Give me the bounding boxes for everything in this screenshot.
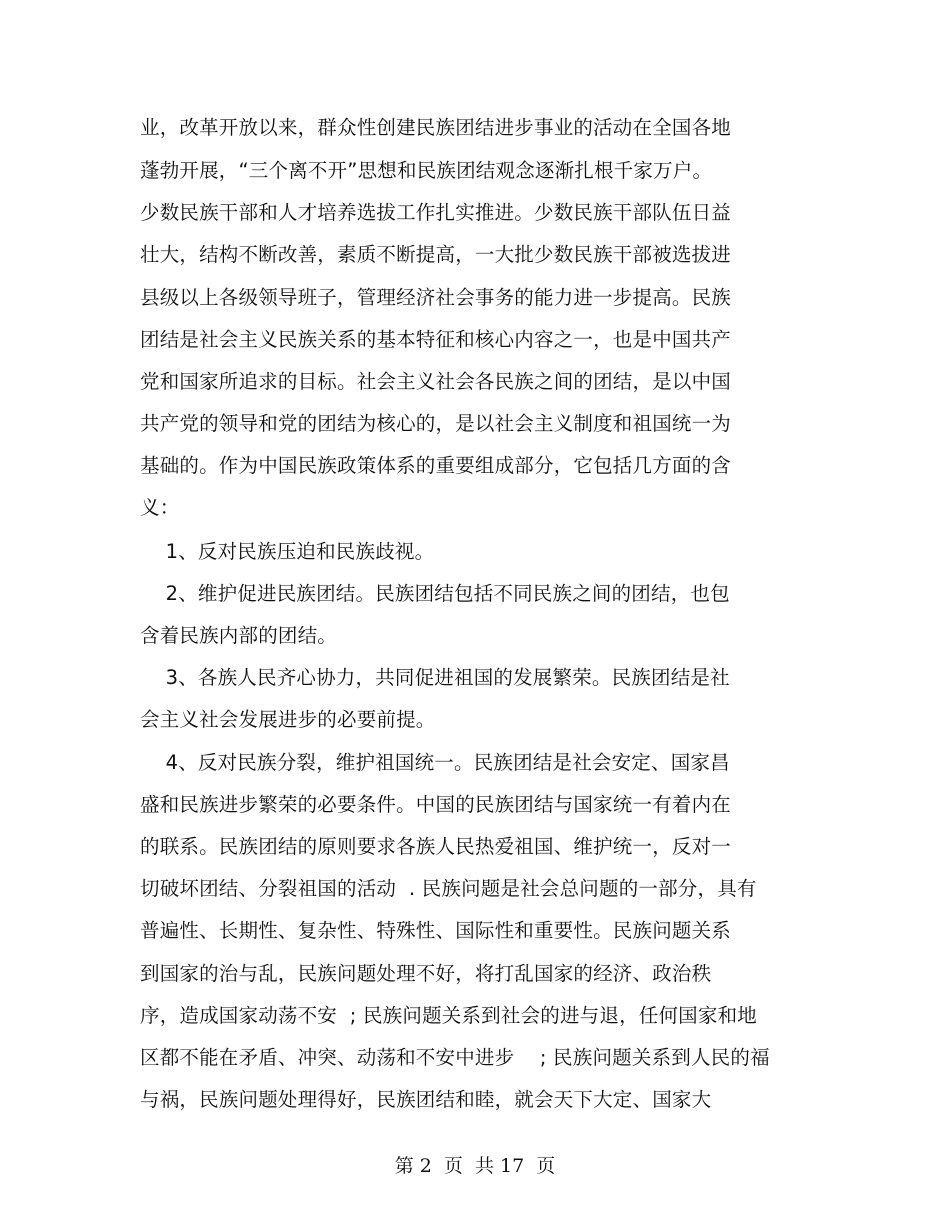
text-line: 到国家的治与乱，民族问题处理不好，将打乱国家的经济、政治秩 — [140, 962, 712, 985]
text-line: 蓬勃开展，“三个离不开”思想和民族团结观念逐渐扎根千家万户。 — [140, 159, 713, 182]
text-line: 义： — [140, 496, 180, 519]
text-line: 业，改革开放以来，群众性创建民族团结进步事业的活动在全国各地 — [140, 116, 732, 139]
text-line: 团结是社会主义民族关系的基本特征和核心内容之一，也是中国共产 — [140, 328, 732, 351]
text-line: 壮大，结构不断改善，素质不断提高，一大批少数民族干部被选拔进 — [140, 243, 732, 266]
text-line: 含着民族内部的团结。 — [140, 624, 338, 647]
list-item-1: 1、反对民族压迫和民族歧视。 — [140, 540, 435, 563]
text-line: 切破坏团结、分裂祖国的活动 . 民族问题是社会总问题的一部分，具有 — [140, 877, 757, 900]
list-item-2: 2、维护促进民族团结。民族团结包括不同民族之间的团结，也包 — [140, 582, 730, 605]
text-line: 区都不能在矛盾、冲突、动荡和不安中进步 ; 民族问题关系到人民的福 — [140, 1046, 770, 1069]
page-number-footer: 第 2 页 共 17 页 — [394, 1155, 556, 1177]
text-line: 县级以上各级领导班子，管理经济社会事务的能力进一步提高。民族 — [140, 286, 732, 309]
text-line: 少数民族干部和人才培养选拔工作扎实推进。少数民族干部队伍日益 — [140, 201, 732, 224]
text-line: 普遍性、长期性、复杂性、特殊性、国际性和重要性。民族问题关系 — [140, 919, 732, 942]
text-line: 共产党的领导和党的团结为核心的，是以社会主义制度和祖国统一为 — [140, 412, 732, 435]
list-item-3: 3、各族人民齐心协力，共同促进祖国的发展繁荣。民族团结是社 — [140, 666, 730, 689]
text-line: 基础的。作为中国民族政策体系的重要组成部分，它包括几方面的含 — [140, 454, 732, 477]
text-line: 党和国家所追求的目标。社会主义社会各民族之间的团结，是以中国 — [140, 370, 732, 393]
text-line: 与祸，民族问题处理得好，民族团结和睦，就会天下大定、国家大 — [140, 1088, 712, 1111]
text-line: 序，造成国家动荡不安 ; 民族问题关系到社会的进与退，任何国家和地 — [140, 1004, 757, 1027]
text-line: 会主义社会发展进步的必要前提。 — [140, 708, 436, 731]
text-line: 的联系。民族团结的原则要求各族人民热爱祖国、维护统一，反对一 — [140, 835, 732, 858]
text-line: 盛和民族进步繁荣的必要条件。中国的民族团结与国家统一有着内在 — [140, 793, 732, 816]
list-item-4: 4、反对民族分裂，维护祖国统一。民族团结是社会安定、国家昌 — [140, 751, 730, 774]
